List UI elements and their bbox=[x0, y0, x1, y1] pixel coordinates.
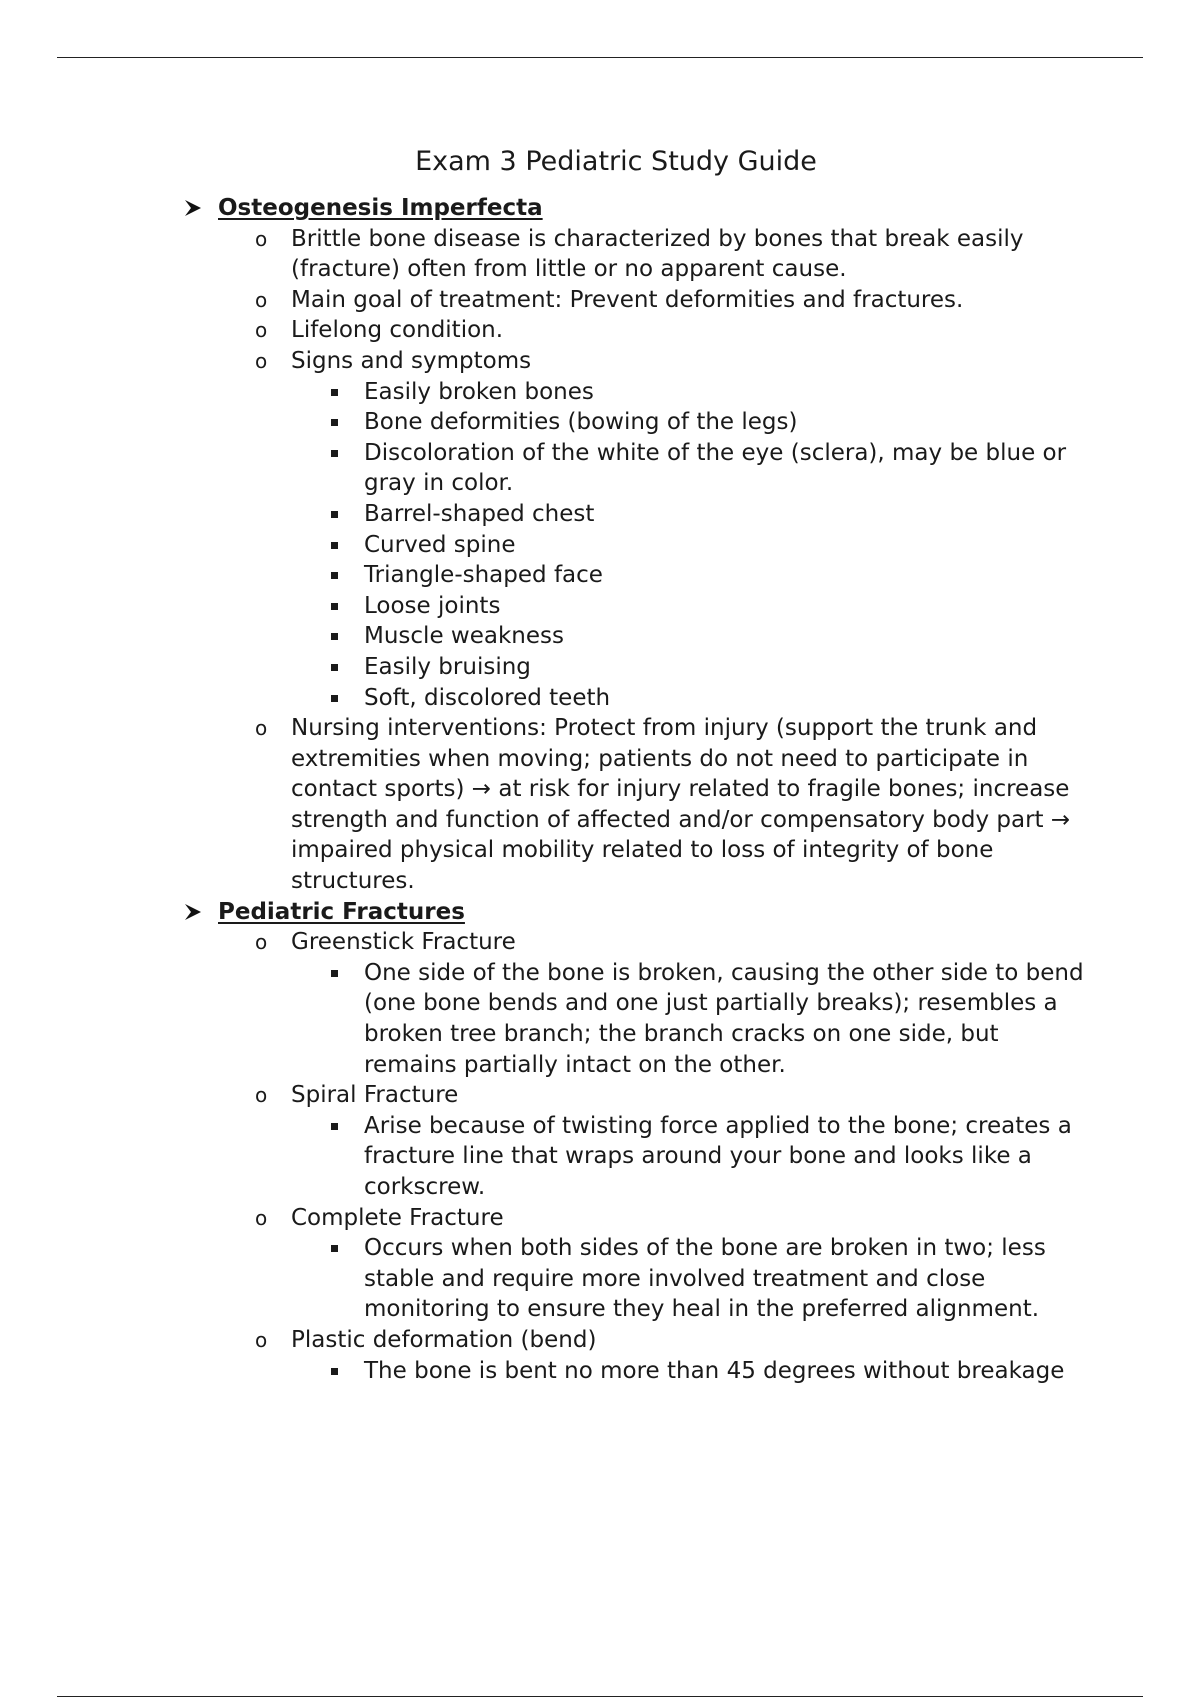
section-list bbox=[0, 713, 1200, 897]
list-item-text: Brittle bone disease is characterized by bones that break easily (fracture) often from little or no apparent cause. bbox=[291, 225, 1024, 283]
square-bullet-icon bbox=[331, 603, 338, 610]
sub-list-item bbox=[0, 1356, 1091, 1387]
square-bullet-icon bbox=[331, 450, 338, 457]
sub-list-item-text: Easily broken bones bbox=[364, 378, 594, 405]
sub-list-item bbox=[0, 683, 1091, 714]
circle-bullet-icon: o bbox=[255, 318, 268, 343]
sub-list-item-text: The bone is bent no more than 45 degrees without breakage bbox=[364, 1357, 1065, 1384]
sub-list-item-text: Loose joints bbox=[364, 592, 501, 619]
sub-list-item bbox=[0, 530, 1091, 561]
sub-list-item-text: Occurs when both sides of the bone are broken in two; less stable and require more involved treatment and close monitoring to ensure they heal in the preferred alignment. bbox=[364, 1235, 1046, 1323]
list-item bbox=[0, 285, 1091, 316]
sub-list-item bbox=[0, 560, 1091, 591]
bottom-rule bbox=[57, 1696, 1143, 1697]
arrowhead-bullet-icon bbox=[183, 198, 203, 218]
top-rule bbox=[57, 57, 1143, 58]
square-bullet-icon bbox=[331, 664, 338, 671]
sub-list-item-text: Triangle-shaped face bbox=[364, 562, 603, 589]
sub-list-item-text: Soft, discolored teeth bbox=[364, 684, 611, 711]
circle-bullet-icon: o bbox=[255, 1327, 268, 1352]
sub-list-item bbox=[0, 652, 1091, 683]
list-item bbox=[0, 713, 1091, 897]
section-list bbox=[0, 224, 1200, 377]
list-item bbox=[0, 1325, 1091, 1356]
sub-list-item-text: Arise because of twisting force applied to the bone; creates a fracture line that wraps around your bone and looks like a corkscrew. bbox=[364, 1112, 1072, 1200]
list-item bbox=[0, 315, 1091, 346]
sub-list-item-text: Easily bruising bbox=[364, 653, 531, 680]
document-body bbox=[0, 193, 1200, 1386]
sub-list-item bbox=[0, 377, 1091, 408]
circle-bullet-icon: o bbox=[255, 1083, 268, 1108]
page-title: Exam 3 Pediatric Study Guide bbox=[415, 146, 817, 177]
sub-list-item bbox=[0, 958, 1091, 1080]
sub-list-item bbox=[0, 1111, 1091, 1203]
sub-list-item bbox=[0, 1233, 1091, 1325]
sub-list-item bbox=[0, 438, 1091, 499]
sub-list-item-text: Bone deformities (bowing of the legs) bbox=[364, 409, 798, 436]
list-item-text: Greenstick Fracture bbox=[291, 929, 516, 956]
list-item bbox=[0, 927, 1091, 958]
section-heading-row bbox=[0, 897, 1200, 928]
arrowhead-bullet-icon bbox=[183, 902, 203, 922]
circle-bullet-icon: o bbox=[255, 287, 268, 312]
section-list bbox=[0, 1325, 1200, 1356]
sub-list-item-text: Barrel-shaped chest bbox=[364, 500, 595, 527]
list-item-text: Spiral Fracture bbox=[291, 1082, 459, 1109]
list-item-text: Main goal of treatment: Prevent deformities and fractures. bbox=[291, 286, 964, 313]
square-bullet-icon bbox=[331, 542, 338, 549]
square-bullet-icon bbox=[331, 572, 338, 579]
sub-list-item-text: Curved spine bbox=[364, 531, 516, 558]
sub-list bbox=[0, 958, 1200, 1080]
list-item bbox=[0, 346, 1091, 377]
list-item bbox=[0, 1203, 1091, 1234]
sub-list-item bbox=[0, 499, 1091, 530]
square-bullet-icon bbox=[331, 511, 338, 518]
section-osteogenesis-imperfecta bbox=[0, 193, 1200, 897]
section-heading: Pediatric Fractures bbox=[218, 898, 465, 925]
square-bullet-icon bbox=[331, 970, 338, 977]
sub-list-item-text: Muscle weakness bbox=[364, 623, 564, 650]
list-item-text: Lifelong condition. bbox=[291, 317, 504, 344]
square-bullet-icon bbox=[331, 389, 338, 396]
sub-list-item bbox=[0, 407, 1091, 438]
sub-list-item bbox=[0, 591, 1091, 622]
square-bullet-icon bbox=[331, 633, 338, 640]
list-item bbox=[0, 1080, 1091, 1111]
list-item-text: Complete Fracture bbox=[291, 1204, 504, 1231]
sub-list bbox=[0, 1356, 1200, 1387]
section-pediatric-fractures bbox=[0, 897, 1200, 1387]
circle-bullet-icon: o bbox=[255, 1205, 268, 1230]
list-item-text: Nursing interventions: Protect from injury (support the trunk and extremities when moving; patients do not need to participate in contact sports) → at risk for injury related to fragile bones; increase strength and function of affected and/or compensatory body part → impaired physical mobility related to loss of integrity of bone structures. bbox=[291, 715, 1071, 895]
section-list bbox=[0, 1203, 1200, 1234]
square-bullet-icon bbox=[331, 419, 338, 426]
circle-bullet-icon: o bbox=[255, 226, 268, 251]
section-heading: Osteogenesis Imperfecta bbox=[218, 195, 543, 221]
square-bullet-icon bbox=[331, 1123, 338, 1130]
circle-bullet-icon: o bbox=[255, 348, 268, 373]
sub-list-item-text: One side of the bone is broken, causing the other side to bend (one bone bends and one just partially breaks); resembles a broken tree branch; the branch cracks on one side, but remains partially intact on the other. bbox=[364, 959, 1084, 1078]
section-heading-row bbox=[0, 193, 1200, 224]
sub-list-item bbox=[0, 621, 1091, 652]
sub-list bbox=[0, 377, 1200, 714]
square-bullet-icon bbox=[331, 695, 338, 702]
list-item-text: Plastic deformation (bend) bbox=[291, 1326, 597, 1353]
section-list bbox=[0, 1080, 1200, 1111]
sub-list-item-text: Discoloration of the white of the eye (sclera), may be blue or gray in color. bbox=[364, 439, 1067, 497]
square-bullet-icon bbox=[331, 1368, 338, 1375]
section-list bbox=[0, 927, 1200, 958]
sub-list bbox=[0, 1233, 1200, 1325]
square-bullet-icon bbox=[331, 1245, 338, 1252]
list-item bbox=[0, 224, 1091, 285]
sub-list bbox=[0, 1111, 1200, 1203]
circle-bullet-icon: o bbox=[255, 716, 268, 741]
circle-bullet-icon: o bbox=[255, 930, 268, 955]
list-item-text: Signs and symptoms bbox=[291, 347, 532, 374]
